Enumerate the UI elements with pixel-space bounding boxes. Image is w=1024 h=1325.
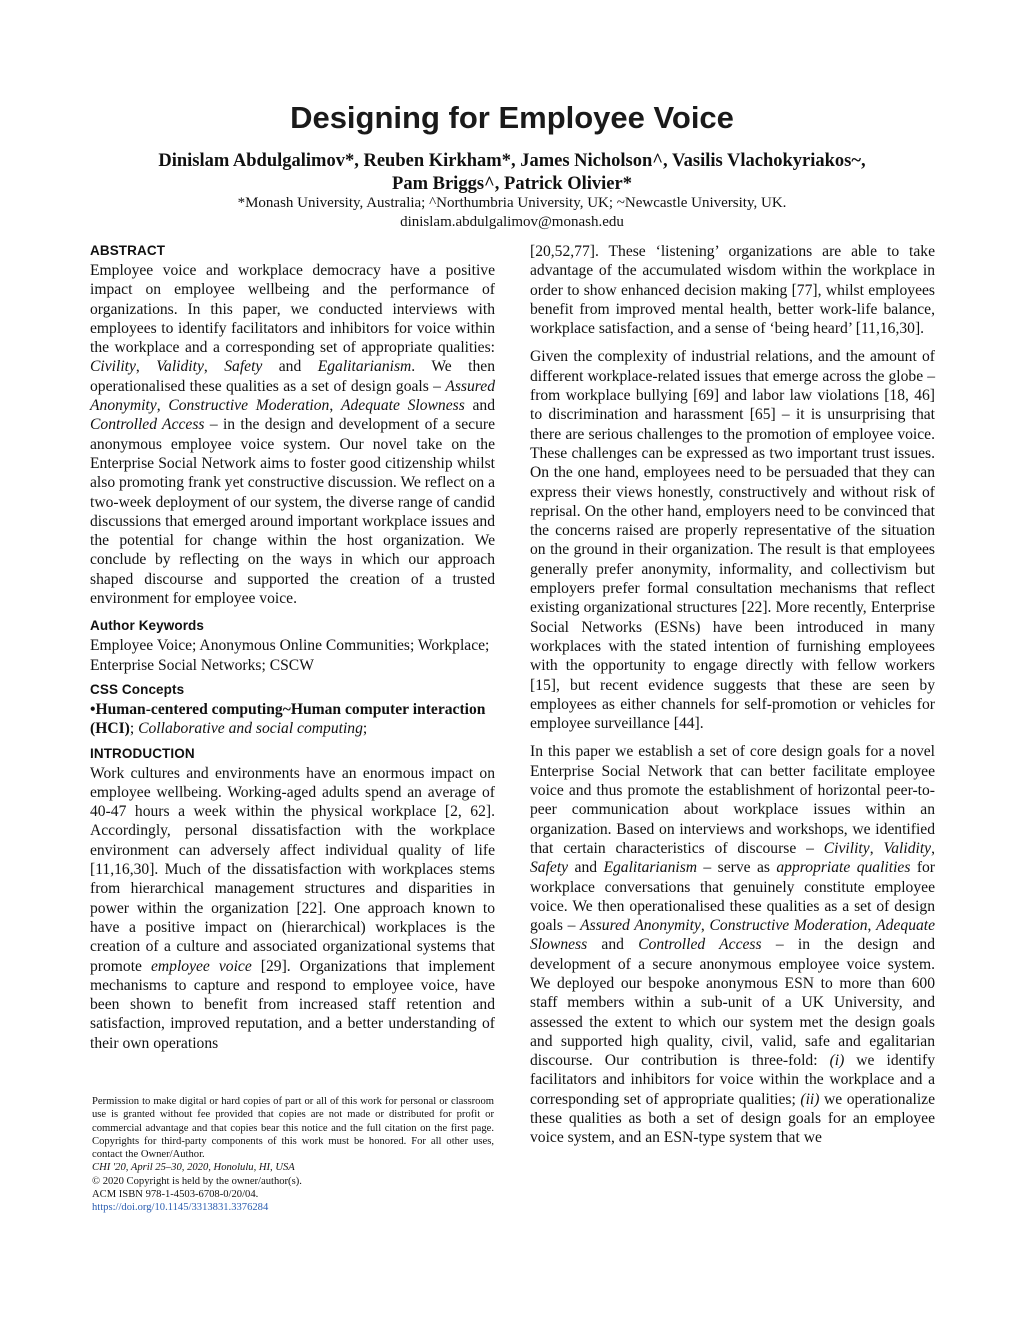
right-sep-1: , [869, 839, 884, 857]
right-and-2: and [587, 936, 639, 954]
contact-email[interactable]: dinislam.abdulgalimov@monash.edu [400, 214, 624, 230]
doi-link[interactable]: https://doi.org/10.1145/3313831.3376284 [92, 1202, 269, 1214]
right-p3-text-e: we identify facilitators and inhibitors for voice within the workplace and a corresponding set of appropriate qualities; [530, 1052, 935, 1108]
right-p3-text-f: we operationalize these qualities as both a set of design goals for an employee voice system, and an ESN-type system that we [530, 1090, 936, 1147]
quality-egalitarianism: Egalitarianism [317, 358, 412, 376]
right-goal-controlled-access: Controlled Access [638, 936, 762, 954]
venue-line: CHI '20, April 25–30, 2020, Honolulu, HI, USA [92, 1162, 295, 1174]
right-p3-text-c: for workplace conversations that genuinely constitute employee voice. We then operationalised these qualities as a set of design goals – [530, 859, 935, 935]
affiliations: *Monash University, Australia; ^Northumbria University, UK; ~Newcastle University, UK. [237, 195, 787, 211]
abstract-sep-4: , [329, 397, 341, 415]
abstract-text [90, 261, 495, 608]
copyright-footnote [92, 1095, 494, 1215]
authors-line-2: Pam Briggs^, Patrick Olivier* [392, 174, 632, 194]
right-sep-4: , [867, 917, 877, 935]
contribution-marker-i: (i) [829, 1052, 845, 1070]
right-goal-adequate-slowness: Adequate Slowness [530, 917, 936, 954]
copyright-line: © 2020 Copyright is held by the owner/author(s). [92, 1175, 302, 1187]
ccs-primary: •Human-centered computing~Human computer interaction (HCI) [90, 700, 486, 738]
right-quality-validity: Validity [883, 839, 932, 857]
right-p3-text-b: serve as [711, 859, 777, 877]
intro-employee-voice: employee voice [150, 957, 252, 975]
abstract-sep-1: , [135, 358, 157, 376]
abstract-text-1: Employee voice and workplace democracy have a positive impact on employee wellbeing and the performance of organizations. In this paper, we conducted interviews with employees to identify facilitators and inhibitors for voice within the workplace and a corresponding set of appropriate qualities: [90, 262, 495, 357]
quality-civility: Civility [90, 358, 136, 376]
right-column [530, 242, 935, 1157]
abstract-text-2: . We then operationalised these qualities as a set of design goals – [90, 358, 495, 395]
author-list [100, 150, 924, 196]
goal-controlled-access: Controlled Access [90, 416, 205, 434]
permission-notice: Permission to make digital or hard copies of part or all of this work for personal or classroom use is granted without fee provided that copies are not made or distributed for profit or commercial advantage and that copies bear this notice and the full citation on the first page. Copyrights for third-party components of this work must be honored. For all other uses, contact the Owner/Author. [92, 1096, 494, 1161]
ccs-sep: ; [129, 720, 139, 738]
right-quality-safety: Safety [530, 859, 569, 877]
keywords-heading: Author Keywords [90, 618, 205, 634]
keywords-text: Employee Voice; Anonymous Online Communities; Workplace; Enterprise Social Networks; CSCW [90, 637, 490, 674]
intro-text-1: Work cultures and environments have an enormous impact on employee wellbeing. Working-aged adults spend an average of 40-47 hours a week within the physical workplace [2, 62]. Accordingly, personal dissatisfaction with the workplace environment can adversely affect individual quality of life [11,16,30]. Much of the dissatisfaction with workplaces stems from hierarchical management structures and disparities in power within the organization [22]. One approach known to have a positive impact on (hierarchical) workplaces is the creation of a culture and associated organizational systems that promote [90, 764, 495, 975]
abstract-sep-2: , [203, 358, 225, 376]
isbn-line: ACM ISBN 978-1-4503-6708-0/20/04. [92, 1189, 259, 1201]
left-column [90, 242, 495, 1062]
right-sep-2: , [931, 839, 935, 857]
introduction-heading: INTRODUCTION [90, 745, 195, 761]
abstract-text-3: – in the design and development of a secure anonymous employee voice system. Our novel take on the Enterprise Social Network aims to foster good citizenship whilst also promoting frank yet constructive discussion. We reflect on a two-week deployment of our system, the diverse range of candid discussions that emerged around important workplace issues and the potential for change within the host organization. We conclude by reflecting on the ways in which our approach shaped discourse and supported the creation of a trusted environment for employee voice. [90, 416, 495, 608]
right-goal-constructive-moderation: Constructive Moderation [709, 917, 868, 935]
introduction-text [90, 764, 495, 1053]
goal-assured-anonymity: Assured Anonymity [90, 377, 495, 415]
goal-adequate-slowness: Adequate Slowness [340, 397, 465, 415]
paper-title: Designing for Employee Voice [290, 100, 734, 135]
abstract-and-2: and [464, 397, 496, 415]
right-paragraph-2: Given the complexity of industrial relations, and the amount of different workplace-related issues that emerge across the globe – from workplace bullying [69] and labor law violations [18, 46] to discrimination and harassment [65] – it is unsurprising that there are serious challenges to the promotion of employee voice. These challenges can be expressed as two important trust issues. On the one hand, employees need to be persuaded that they can express their views honestly, constructively and without risk of reprisal. On the other hand, employers need to be convinced that the concerns raised are properly representative of the situation on the ground in their organization. The result is that employees generally prefer anonymity, informality, and collectivism but employers prefer formal consultation mechanisms that reflect existing organizational structures [22]. More recently, Enterprise Social Networks (ESNs) have been introduced in many workplaces with the stated intention of furnishing employees with the opportunity to engage directly with fellow workers [15], but recent evidence suggests that these are seen by employees as either channels for self-promotion or vehicles for employee surveillance [44]. [530, 348, 935, 733]
ccs-heading: CSS Concepts [90, 681, 185, 697]
ccs-secondary: Collaborative and social computing [138, 720, 363, 738]
quality-safety: Safety [224, 358, 263, 376]
right-goal-assured-anonymity: Assured Anonymity [580, 917, 701, 935]
abstract-and-1: and [262, 358, 318, 376]
quality-validity: Validity [156, 358, 204, 376]
abstract-heading: ABSTRACT [90, 243, 166, 258]
abstract-sep-3: , [156, 397, 169, 415]
contribution-marker-ii: (ii) [800, 1090, 820, 1108]
right-and-1: and [568, 859, 604, 877]
affiliations-block [100, 194, 924, 232]
goal-constructive-moderation: Constructive Moderation [168, 397, 330, 415]
right-p3-text-a: In this paper we establish a set of core design goals for a novel Enterprise Social Network that can better facilitate employee voice and thus promote the establishment of horizontal peer-to-peer communication about workplace issues within an organization. Based on interviews and workshops, we identified that certain characteristics of discourse – [530, 743, 935, 857]
right-paragraph-1: [20,52,77]. These ‘listening’ organizations are able to take advantage of the accumulated wisdom within the workplace in order to show enhanced decision making [77], whilst employees benefit from improved mental health, better work-life balance, workplace satisfaction, and a sense of ‘being heard’ [11,16,30]. [530, 243, 935, 338]
authors-line-1: Dinislam Abdulgalimov*, Reuben Kirkham*, James Nicholson^, Vasilis Vlachokyriakos~, [158, 151, 866, 171]
right-sep-3: , [700, 917, 710, 935]
ccs-end: ; [362, 720, 368, 738]
right-appropriate-qualities: appropriate qualities [776, 859, 911, 877]
right-quality-egalitarianism: Egalitarianism – [603, 859, 712, 877]
ccs-text [90, 700, 495, 739]
right-quality-civility: Civility [823, 839, 870, 857]
right-paragraph-3 [530, 742, 935, 1147]
right-p3-text-d: – in the design and development of a secure anonymous employee voice system. We deployed our bespoke anonymous ESN to more than 600 staff members within a sub-unit of a UK University, and assessed the extent to which our system met the design goals and supported high quality, civil, valid, safe and egalitarian discourse. Our contribution is three-fold: [530, 936, 935, 1070]
intro-text-2: [29]. Organizations that implement mechanisms to capture and respond to employee voice, have been shown to benefit from increased staff retention and satisfaction, improved reputation, and a better understanding of their own operations [90, 957, 495, 1052]
